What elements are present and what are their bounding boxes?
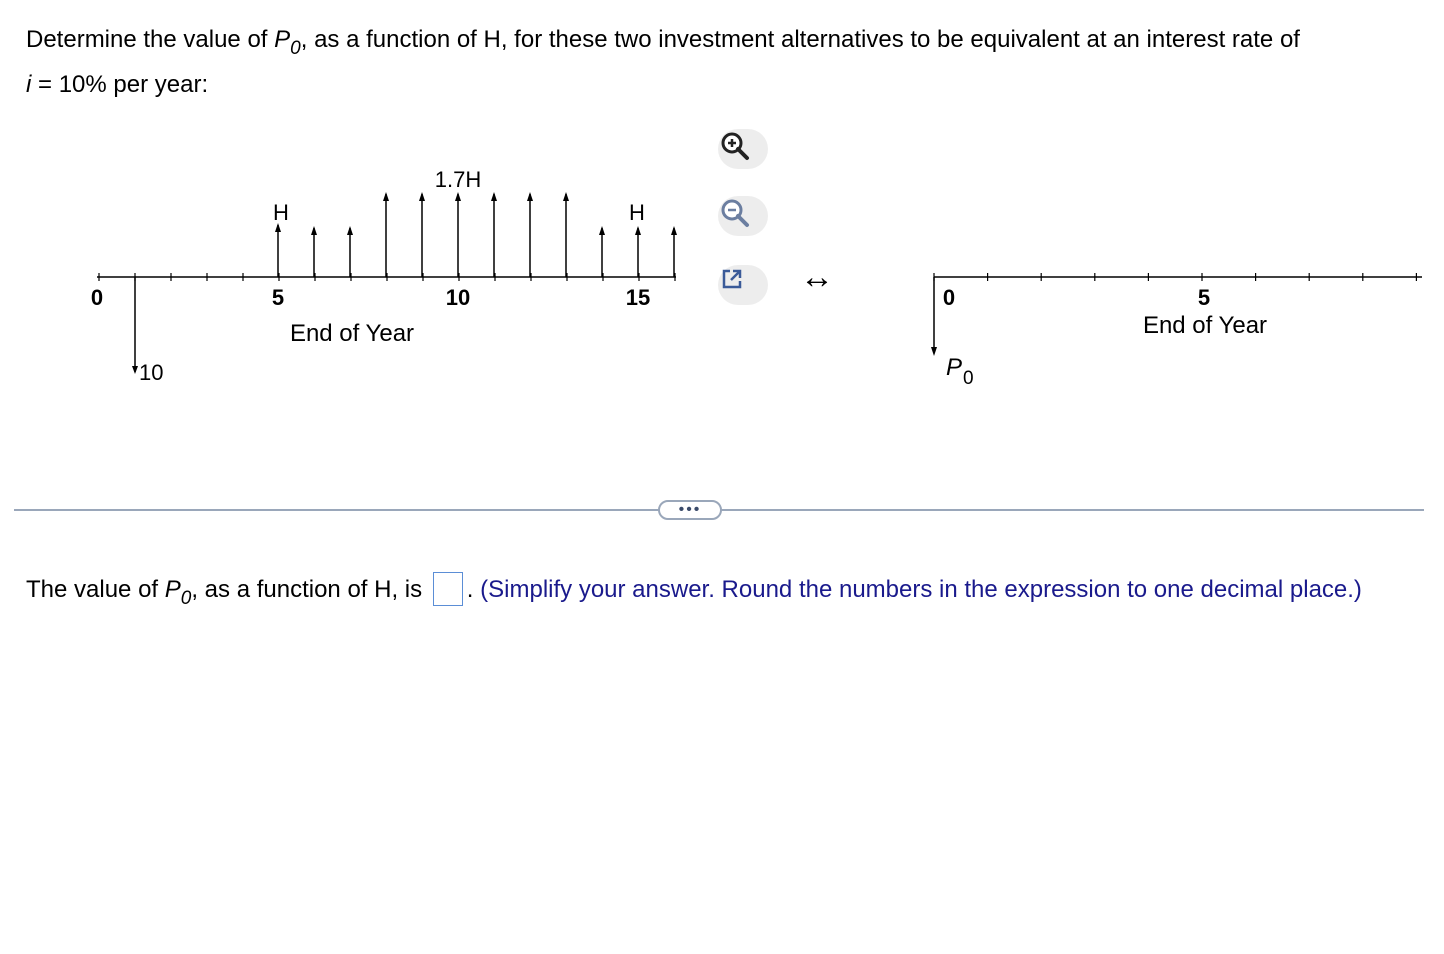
right-outflow-sub: 0 [963,368,974,389]
right-axis-label: End of Year [1142,312,1268,339]
equivalence-arrow-icon: ↔ [800,258,834,296]
answer-after-box: . [466,576,481,603]
answer-prompt [26,568,1426,613]
left-tick-label-15: 15 [625,285,651,310]
answer-var: P [164,576,181,603]
answer-hint: (Simplify your answer. Round the numbers in the expression to one decimal place.) [480,576,1362,603]
zoom-in-button[interactable] [718,129,768,169]
question-i-var: i [26,71,32,98]
left-outflow-label: 10 [139,360,164,385]
left-tick-label-5: 5 [271,285,285,310]
zoom-in-icon [718,129,752,163]
right-tick-label-5: 5 [1197,285,1211,310]
left-peak-label: 1.7H [434,167,482,192]
right-label-start: 0 [942,285,956,310]
zoom-out-icon [718,196,752,230]
answer-prefix: The value of [26,576,165,603]
popout-icon [718,265,746,293]
left-h-label-first: H [273,200,289,225]
question-sub: 0 [290,38,301,59]
left-outflow-arrowhead [132,366,138,374]
left-h-label-last: H [629,200,645,225]
question-part2: , as a function of H, for these two investment alternatives to be equivalent at an interest rate of [300,26,1300,53]
question-var: P [274,26,291,53]
left-label-start: 0 [90,285,104,310]
answer-sub: 0 [180,588,192,609]
right-outflow-arrowhead [931,347,937,356]
cash-flow-figure [0,110,1444,410]
question-part3: = 10% per year: [31,71,209,98]
question-text [26,18,1426,106]
popout-button[interactable] [718,265,768,305]
more-options-button[interactable]: ••• [658,500,722,520]
answer-middle: , as a function of H, is [191,576,429,603]
left-axis-label: End of Year [289,320,415,347]
left-tick-label-10: 10 [445,285,471,310]
answer-input[interactable] [433,572,463,606]
left-inflow-arrows [275,192,677,277]
zoom-out-button[interactable] [718,196,768,236]
right-outflow-var: P [946,354,963,381]
question-part1: Determine the value of [26,26,275,53]
